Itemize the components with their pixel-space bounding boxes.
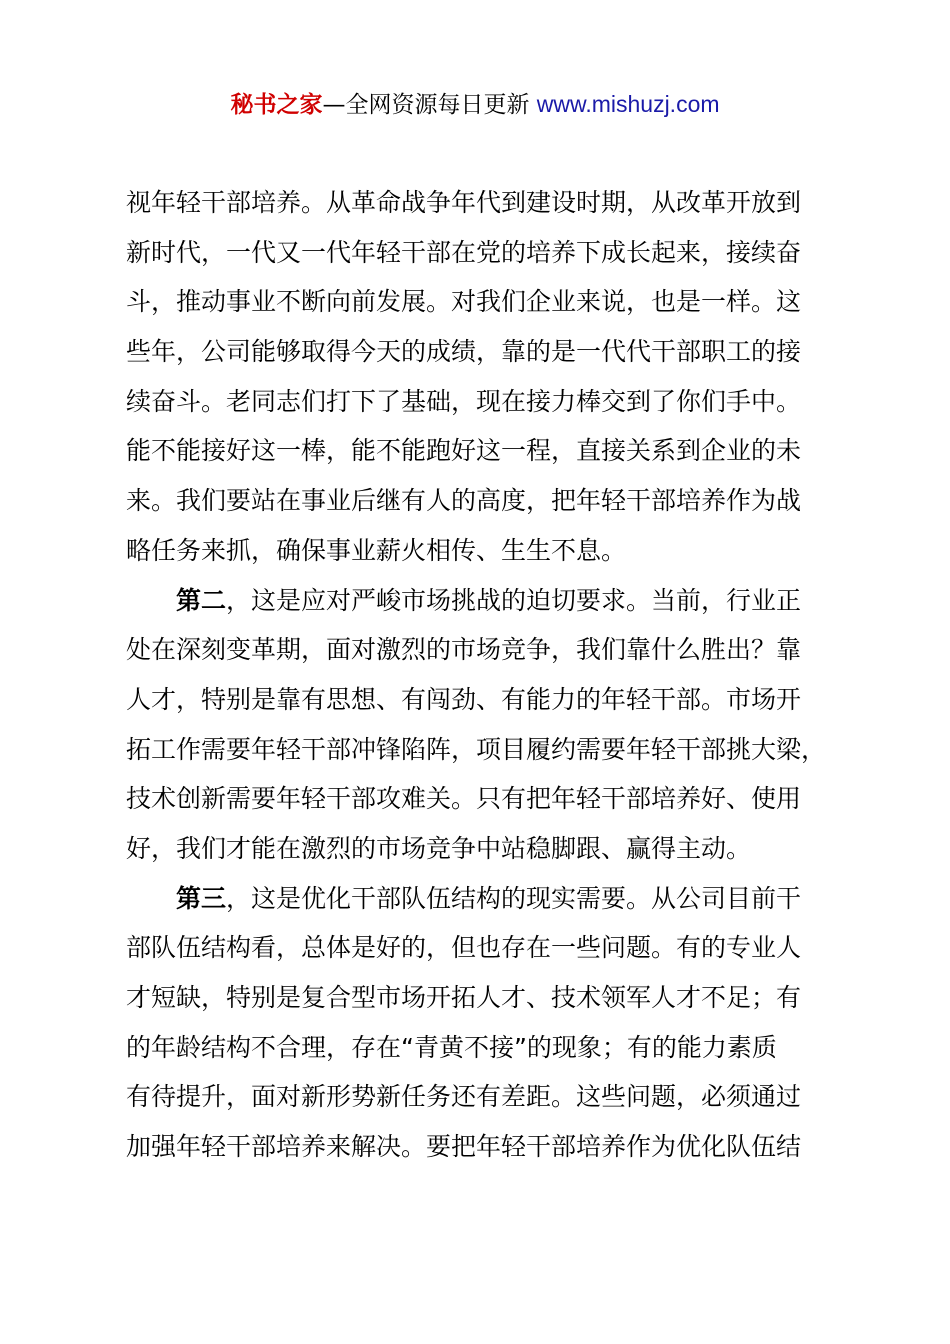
text-line: 好，我们才能在激烈的市场竞争中站稳脚跟、赢得主动。 [126,833,752,863]
paragraph-second [126,576,838,874]
text-line: 技术创新需要年轻干部攻难关。只有把年轻干部培养好、使用 [126,784,802,814]
text-line: 才短缺，特别是复合型市场开拓人才、技术领军人才不足；有 [126,983,802,1012]
paragraph-lead-third: 第三 [176,883,227,913]
header-tagline: —全网资源每日更新 [322,92,530,118]
text-line: 些年，公司能够取得今天的成绩，靠的是一代代干部职工的接 [126,337,802,367]
paragraph-third [126,874,838,1172]
text-line: 续奋斗。老同志们打下了基础，现在接力棒交到了你们手中。 [126,386,802,416]
text-line: 有待提升，面对新形势新任务还有差距。这些问题，必须通过 [126,1082,802,1112]
text-line: 的年龄结构不合理，存在“青黄不接”的现象；有的能力素质 [126,1032,777,1062]
text-line: 能不能接好这一棒，能不能跑好这一程，直接关系到企业的未 [126,436,802,466]
text-line: 略任务来抓，确保事业薪火相传、生生不息。 [126,535,627,565]
text-line: 加强年轻干部培养来解决。要把年轻干部培养作为优化队伍结 [126,1132,802,1162]
page-header [0,86,950,123]
text-line: 斗，推动事业不断向前发展。对我们企业来说，也是一样。这 [126,287,802,317]
paragraph-continued [126,178,838,576]
text-line: 拓工作需要年轻干部冲锋陷阵，项目履约需要年轻干部挑大梁， [126,734,827,764]
text-line [126,576,838,626]
text-line: 视年轻干部培养。从革命战争年代到建设时期，从改革开放到 [126,188,802,217]
paragraph-lead-second: 第二 [176,585,227,615]
document-body [126,178,838,1172]
text-line: 新时代，一代又一代年轻干部在党的培养下成长起来，接续奋 [126,237,802,267]
text-line: 人才，特别是靠有思想、有闯劲、有能力的年轻干部。市场开 [126,684,802,714]
text-line [126,874,838,924]
text-line-rest: ，这是优化干部队伍结构的现实需要。从公司目前干 [226,883,802,913]
text-line-rest: ，这是应对严峻市场挑战的迫切要求。当前，行业正 [226,585,802,615]
brand-name: 秘书之家 [230,92,323,118]
text-line: 来。我们要站在事业后继有人的高度，把年轻干部培养作为战 [126,486,802,516]
site-url-link[interactable]: www.mishuzj.com [536,91,720,117]
text-line: 处在深刻变革期，面对激烈的市场竞争，我们靠什么胜出？靠 [126,635,802,665]
text-line: 部队伍结构看，总体是好的，但也存在一些问题。有的专业人 [126,933,802,963]
